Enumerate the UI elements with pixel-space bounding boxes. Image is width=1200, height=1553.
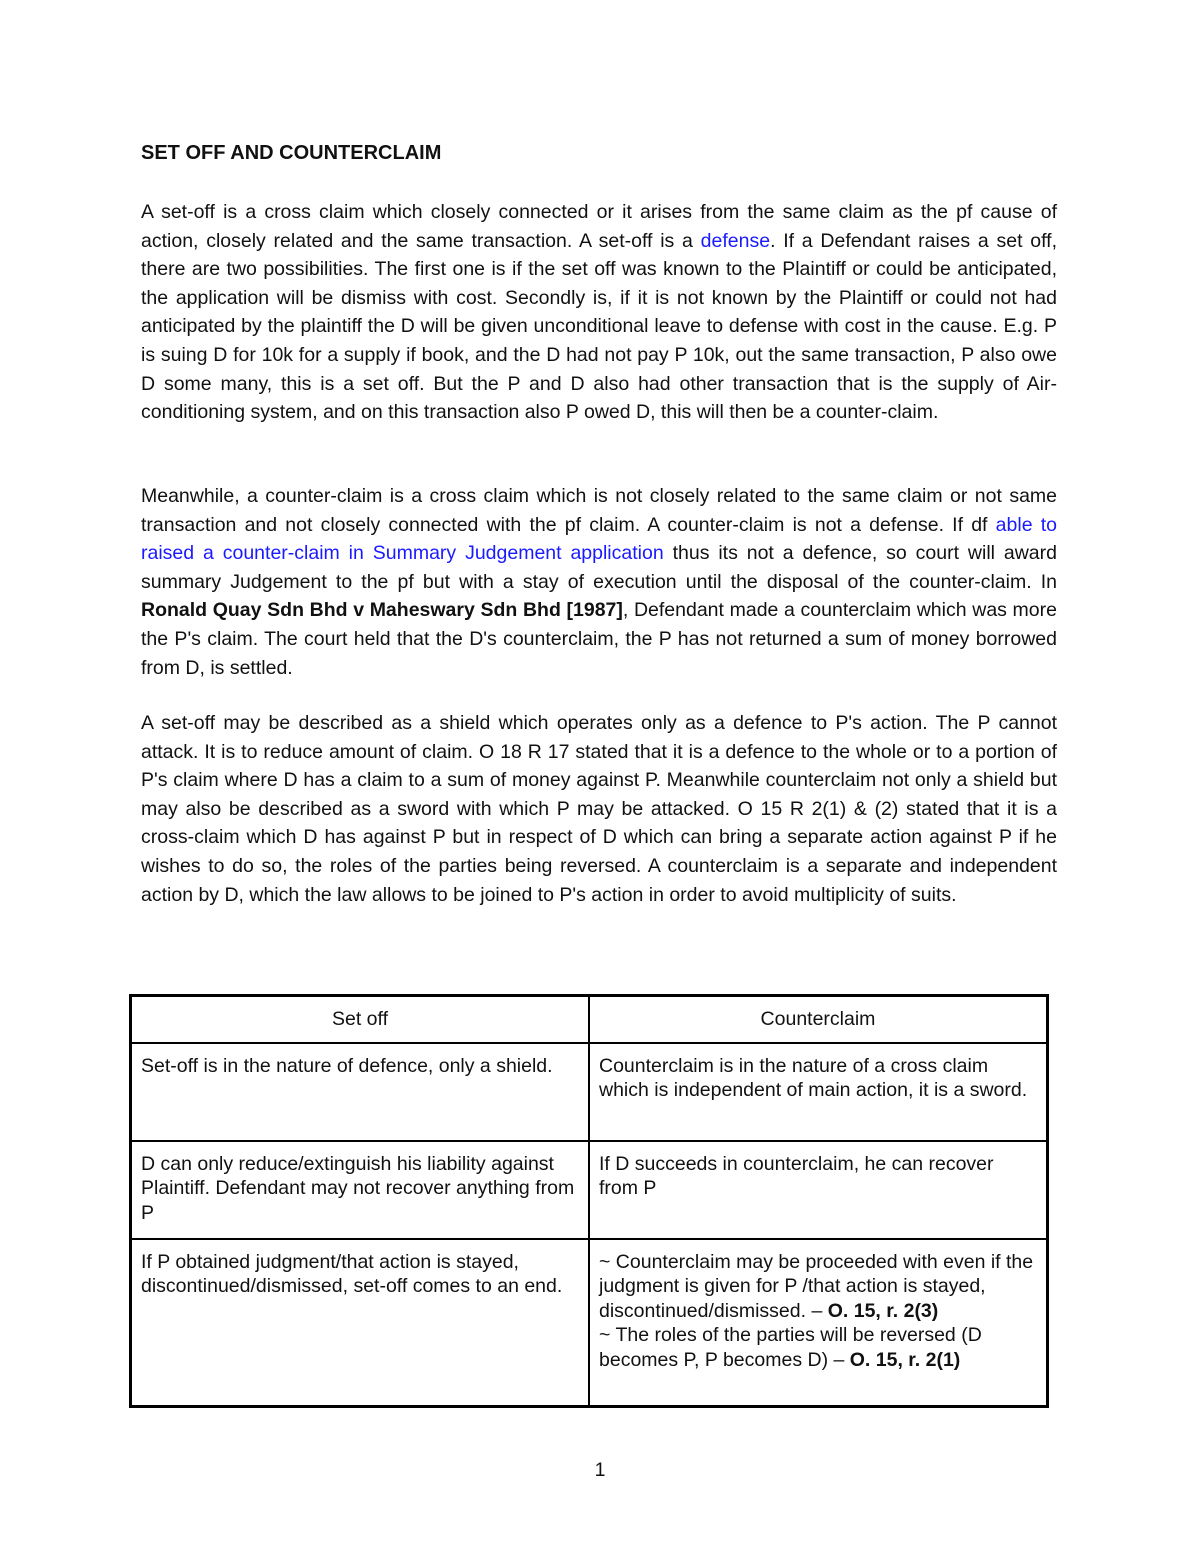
defense-link[interactable]: defense	[700, 229, 771, 252]
cell-counterclaim-proceed	[589, 1239, 1048, 1407]
header-set-off: Set off	[131, 996, 590, 1043]
summary-judgement-link[interactable]: able to raised a counter-claim in Summary Judgement application	[141, 513, 1057, 565]
case-citation: Ronald Quay Sdn Bhd v Maheswary Sdn Bhd [1987]	[141, 599, 623, 622]
document-title: SET OFF AND COUNTERCLAIM	[141, 142, 442, 164]
comparison-table	[129, 994, 1049, 1408]
paragraph-counterclaim-definition	[141, 482, 1057, 682]
cell-set-off-nature: Set-off is in the nature of defence, only a shield.	[131, 1043, 590, 1141]
header-counterclaim: Counterclaim	[589, 996, 1048, 1043]
table-row	[131, 1043, 1048, 1141]
para2-text-b: thus its not a defence, so court will award summary Judgement to the pf but with a stay of execution until the disposal of the counter-claim. In	[141, 542, 1057, 593]
roles-text: ~ The roles of the parties will be reversed (D becomes P, P becomes D) –	[599, 1324, 982, 1371]
cell-set-off-end: If P obtained judgment/that action is stayed, discontinued/dismissed, set-off comes to an end.	[131, 1239, 590, 1407]
proceed-text: ~ Counterclaim may be proceeded with even if the judgment is given for P /that action is stayed, discontinued/dismissed. –	[599, 1250, 1034, 1322]
table-row	[131, 1141, 1048, 1239]
para1-text-b: . If a Defendant raises a set off, there are two possibilities. The first one is if the set off was known to the Plaintiff or could be anticipated, the application will be dismiss with cost. Secondly is, if it is not known by the Plaintiff or could not had anticipated by the plaintiff the D will be given unconditional leave to defense with cost in the cause. E.g. P is suing D for 10k for a supply if book, and the D had not pay P 10k, out the same transaction, P also owe D some many, this is a set off. But the P and D also had other transaction that is the supply of Air-conditioning system, and on this transaction also P owed D, this will then be a counter-claim.	[141, 229, 1057, 424]
cell-counterclaim-nature: Counterclaim is in the nature of a cross claim which is independent of main action, it is a sword.	[589, 1043, 1048, 1141]
para1-text-a: A set-off is a cross claim which closely connected or it arises from the same claim as the pf cause of action, closely related and the same transaction. A set-off is a	[141, 201, 1057, 252]
cell-counterclaim-recovery: If D succeeds in counterclaim, he can recover from P	[589, 1141, 1048, 1239]
paragraph-set-off-definition	[141, 198, 1057, 427]
cell-set-off-liability: D can only reduce/extinguish his liability against Plaintiff. Defendant may not recover anything from P	[131, 1141, 590, 1239]
table-row	[131, 1239, 1048, 1407]
paragraph-shield-sword: A set-off may be described as a shield which operates only as a defence to P's action. The P cannot attack. It is to reduce amount of claim. O 18 R 17 stated that it is a defence to the whole or to a portion of P's claim where D has a claim to a sum of money against P. Meanwhile counterclaim not only a shield but may also be described as a sword with which P may be attacked. O 15 R 2(1) & (2) stated that it is a cross-claim which D has against P but in respect of D which can bring a separate action against P if he wishes to do so, the roles of the parties being reversed. A counterclaim is a separate and independent action by D, which the law allows to be joined to P's action in order to avoid multiplicity of suits.	[141, 712, 1057, 906]
rule-ref-o15-r2-3: O. 15, r. 2(3)	[827, 1299, 939, 1322]
para2-text-c: , Defendant made a counterclaim which was more the P's claim. The court held that the D's counterclaim, the P has not returned a sum of money borrowed from D, is settled.	[141, 599, 1057, 679]
para2-text-a: Meanwhile, a counter-claim is a cross claim which is not closely related to the same claim or not same transaction and not closely connected with the pf claim. A counter-claim is not a defense. If df	[141, 485, 1057, 536]
rule-ref-o15-r2-1: O. 15, r. 2(1)	[849, 1348, 961, 1371]
page-number: 1	[594, 1459, 606, 1481]
table-header-row	[131, 996, 1048, 1043]
